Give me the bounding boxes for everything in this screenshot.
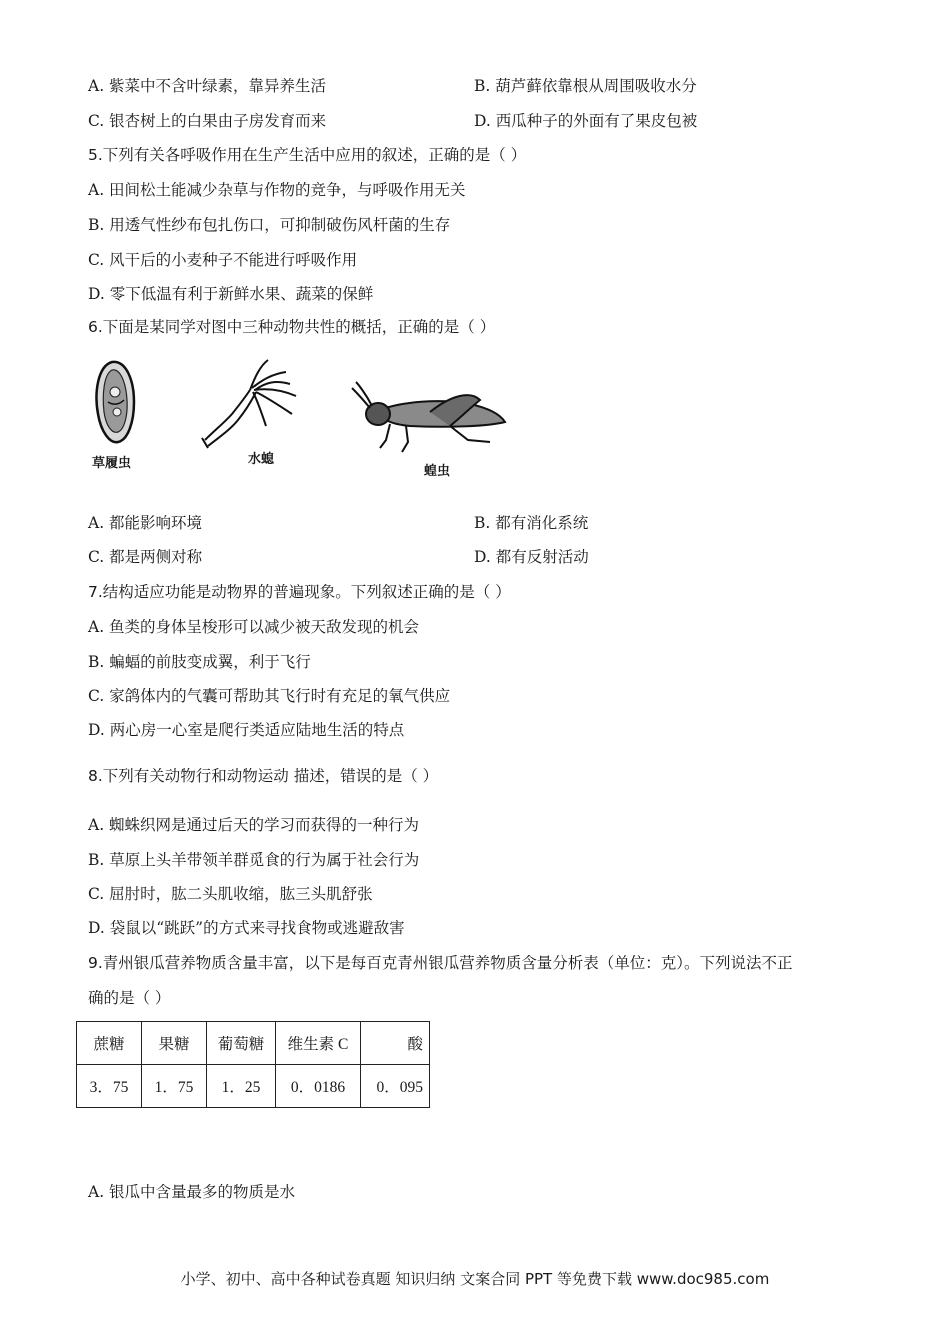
q4-option-b: B. 葫芦藓依靠根从周围吸收水分 — [474, 77, 697, 95]
table-cell: 0．095 — [361, 1065, 430, 1108]
animals-figure — [90, 352, 530, 487]
q6-option-a: A. 都能影响环境 — [88, 514, 203, 532]
q8-option-d: D. 袋鼠以“跳跃”的方式来寻找食物或逃避敌害 — [88, 919, 405, 937]
q6-option-d: D. 都有反射活动 — [474, 548, 589, 566]
q6-option-b: B. 都有消化系统 — [474, 514, 589, 532]
q4-option-a: A. 紫菜中不含叶绿素，靠异养生活 — [88, 77, 327, 95]
table-header-cell: 维生素 C — [276, 1022, 361, 1065]
table-header-cell: 蔗糖 — [77, 1022, 142, 1065]
q4-option-d: D. 西瓜种子的外面有了果皮包被 — [474, 112, 698, 130]
figure-label-hydra: 水螅 — [248, 452, 275, 467]
q7-option-c: C. 家鸽体内的气囊可帮助其飞行时有充足的氧气供应 — [88, 687, 451, 705]
q8-option-a: A. 蜘蛛织网是通过后天的学习而获得的一种行为 — [88, 816, 420, 834]
q8-stem: 8.下列有关动物行和动物运动 描述，错误的是（ ） — [88, 767, 439, 785]
q6-option-c: C. 都是两侧对称 — [88, 548, 203, 566]
table-header-row — [77, 1022, 430, 1065]
nutrient-table — [76, 1021, 430, 1108]
table-header-cell: 葡萄糖 — [207, 1022, 276, 1065]
figure-label-paramecium: 草履虫 — [92, 456, 132, 471]
q9-stem-line2: 确的是（ ） — [88, 989, 171, 1007]
table-cell: 3．75 — [77, 1065, 142, 1108]
q5-stem: 5.下列有关各呼吸作用在生产生活中应用的叙述，正确的是（ ） — [88, 146, 527, 164]
q7-stem: 7.结构适应功能是动物界的普遍现象。下列叙述正确的是（ ） — [88, 583, 511, 601]
paramecium-drawing — [97, 362, 134, 442]
q8-option-b: B. 草原上头羊带领羊群觅食的行为属于社会行为 — [88, 851, 420, 869]
q5-option-c: C. 风干后的小麦种子不能进行呼吸作用 — [88, 251, 358, 269]
locust-drawing — [352, 382, 505, 452]
q9-stem-line1: 9.青州银瓜营养物质含量丰富，以下是每百克青州银瓜营养物质含量分析表（单位：克）。下列说法不正 — [88, 954, 793, 972]
footer-text: 小学、初中、高中各种试卷真题 知识归纳 文案合同 PPT 等免费下载 www.doc985.com — [180, 1270, 770, 1288]
q7-option-b: B. 蝙蝠的前肢变成翼，利于飞行 — [88, 653, 311, 671]
q9-option-a: A. 银瓜中含量最多的物质是水 — [88, 1183, 296, 1201]
figure-label-locust: 蝗虫 — [424, 464, 451, 479]
table-cell: 1．75 — [142, 1065, 207, 1108]
q6-stem: 6.下面是某同学对图中三种动物共性的概括，正确的是（ ） — [88, 318, 496, 336]
q5-option-a: A. 田间松土能减少杂草与作物的竞争，与呼吸作用无关 — [88, 181, 466, 199]
q5-option-b: B. 用透气性纱布包扎伤口，可抑制破伤风杆菌的生存 — [88, 216, 451, 234]
table-header-cell: 酸 — [361, 1022, 430, 1065]
table-cell: 1．25 — [207, 1065, 276, 1108]
table-row — [77, 1065, 430, 1108]
table-header-cell: 果糖 — [142, 1022, 207, 1065]
animals-illustration — [90, 352, 530, 487]
q7-option-a: A. 鱼类的身体呈梭形可以减少被天敌发现的机会 — [88, 618, 420, 636]
q5-option-d: D. 零下低温有利于新鲜水果、蔬菜的保鲜 — [88, 285, 374, 303]
table-cell: 0．0186 — [276, 1065, 361, 1108]
hydra-drawing — [202, 360, 296, 448]
q8-option-c: C. 屈肘时，肱二头肌收缩，肱三头肌舒张 — [88, 885, 373, 903]
q7-option-d: D. 两心房一心室是爬行类适应陆地生活的特点 — [88, 721, 405, 739]
q4-option-c: C. 银杏树上的白果由子房发育而来 — [88, 112, 327, 130]
